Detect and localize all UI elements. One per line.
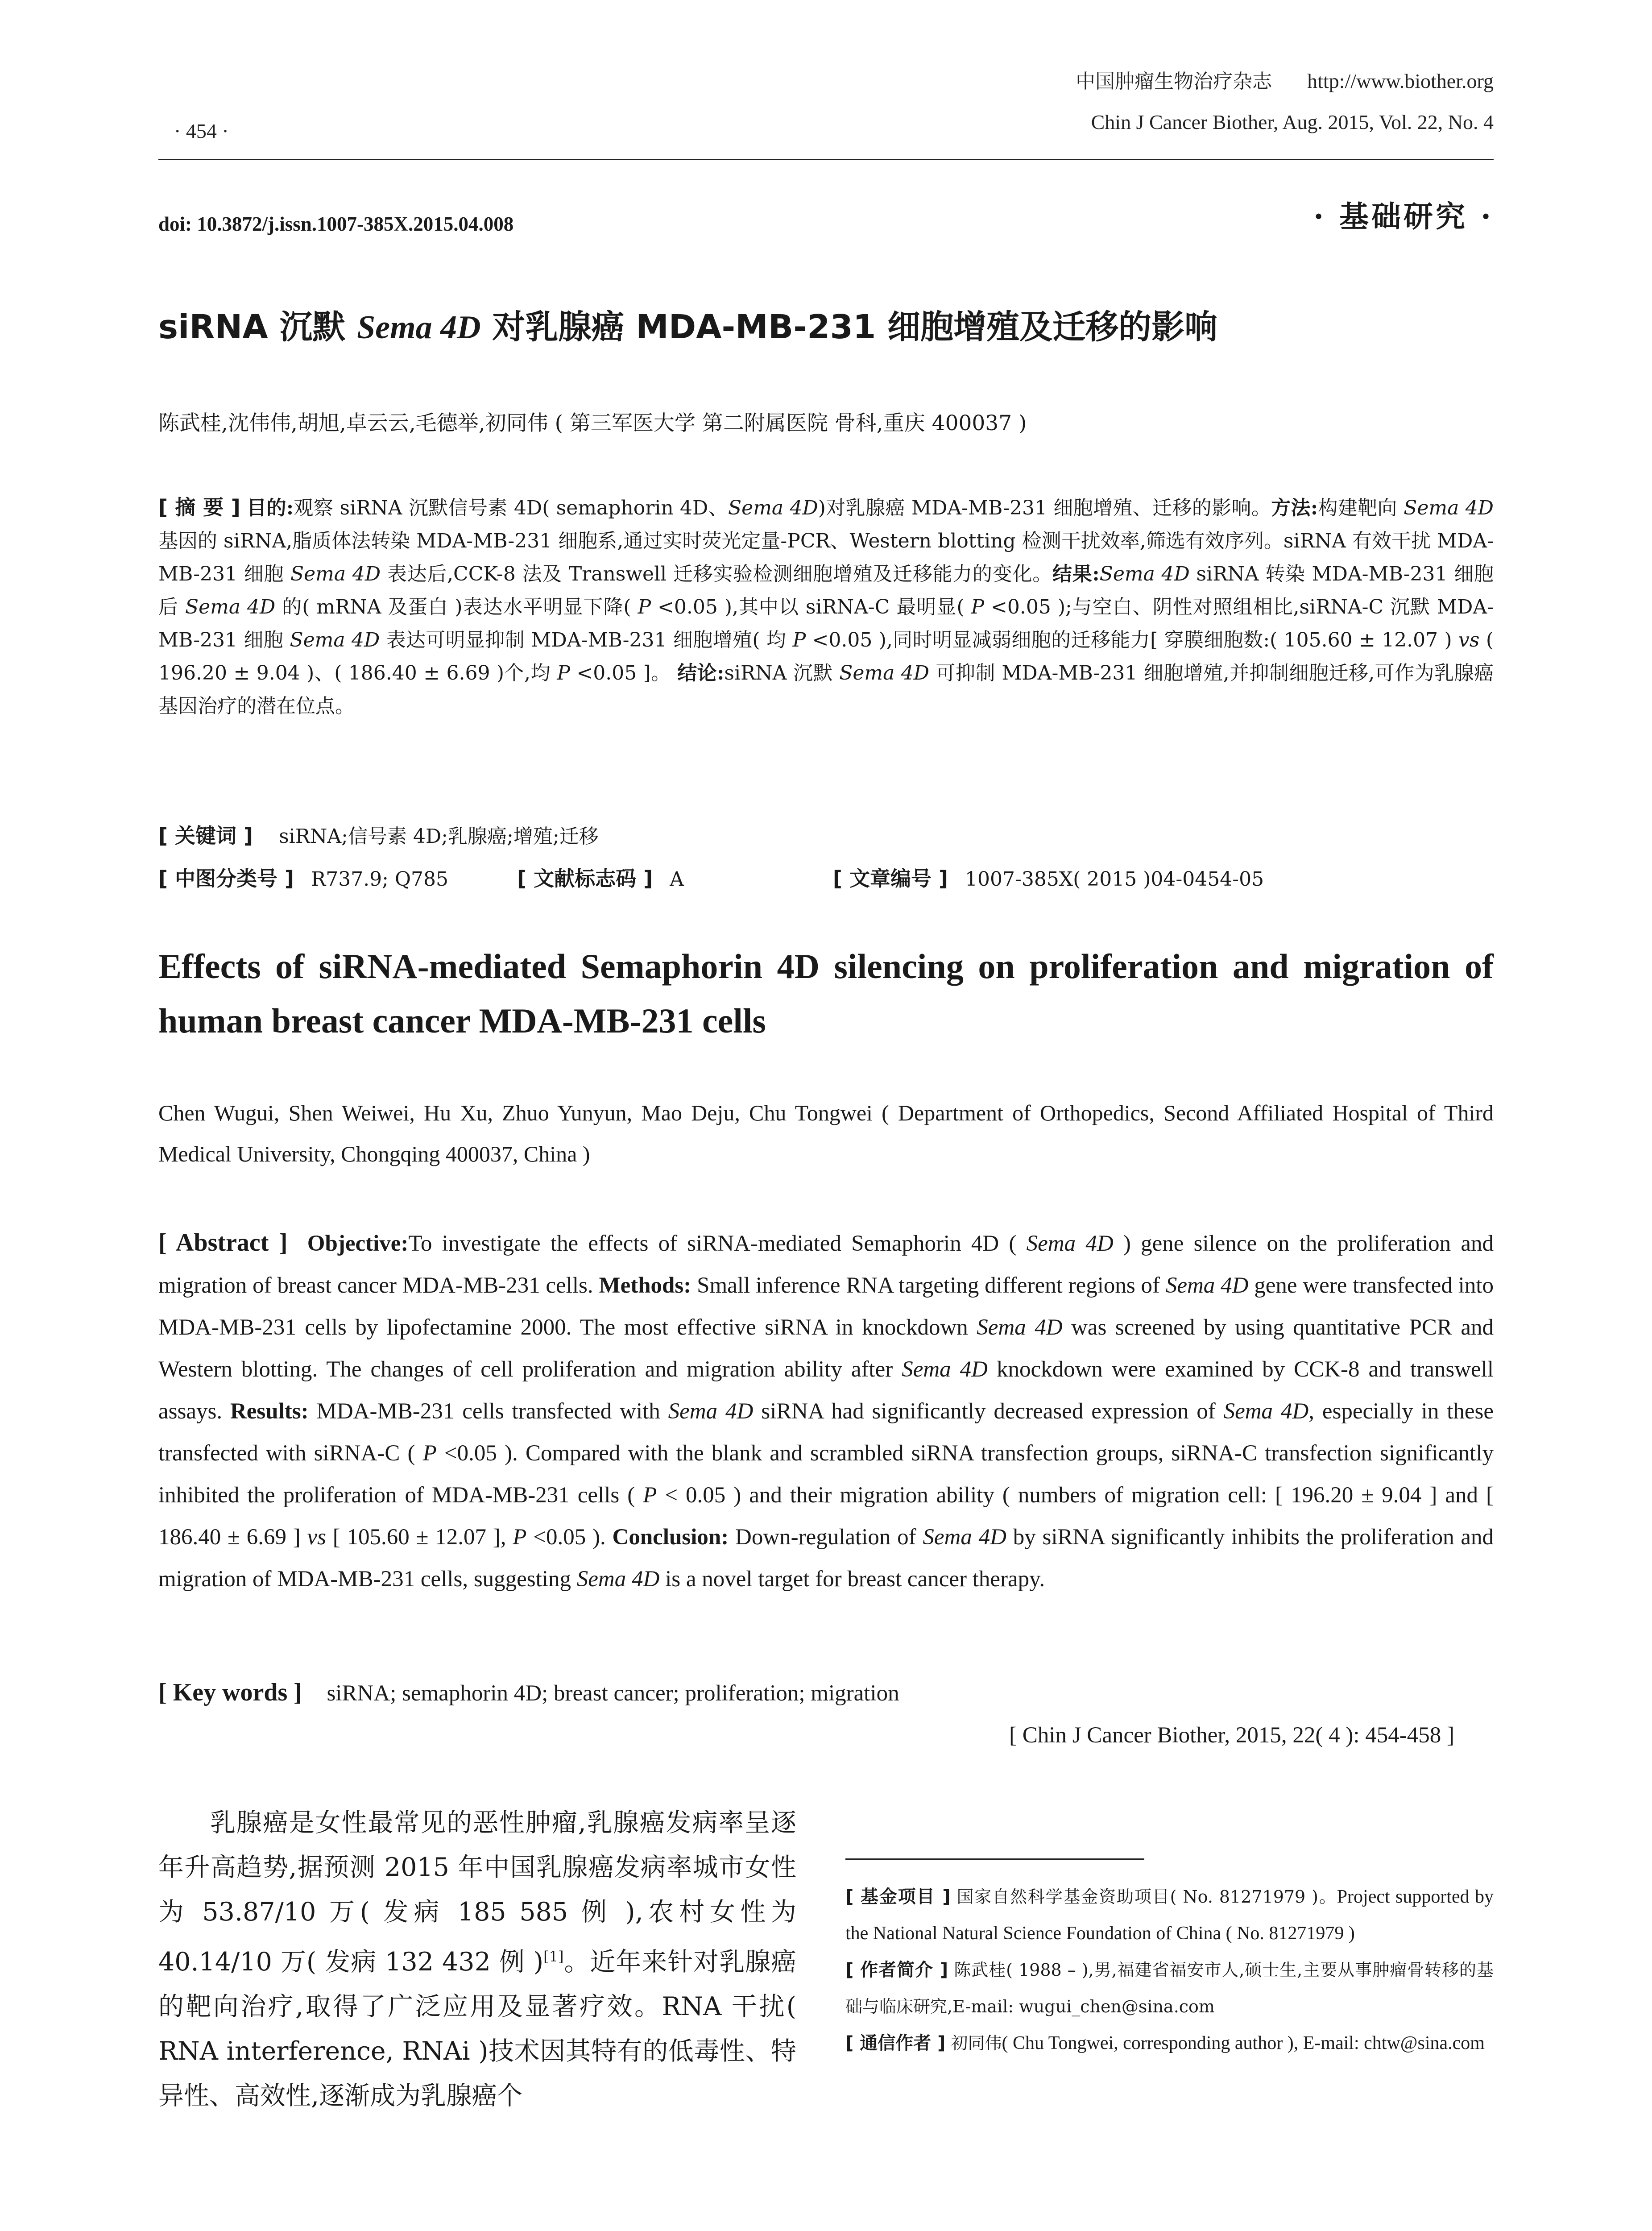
results-en-d: <0.05 ). Compared with the blank and scrambled siRNA transfection groups, siRNA-C transfection significantly inhibited the proliferation of MDA-MB-231 cells ( bbox=[158, 1441, 1494, 1508]
gene-term: Sema 4D bbox=[902, 1357, 988, 1382]
gene-term: Sema 4D bbox=[1404, 497, 1494, 519]
results-cn-e: <0.05 );与空白、阴性对照组相比,siRNA-C 沉默 MDA-MB-231 细胞 bbox=[158, 596, 1494, 651]
authors-cn: 陈武桂,沈伟伟,胡旭,卓云云,毛德举,初同伟 ( 第三军医大学 第二附属医院 骨科,重庆 400037 ) bbox=[158, 411, 1027, 435]
objective-label-cn: 目的: bbox=[247, 497, 294, 519]
conclusion-cn-a: siRNA 沉默 bbox=[724, 662, 840, 684]
abstract-en bbox=[158, 1222, 1494, 1600]
vs-term: vs bbox=[1458, 629, 1480, 651]
results-cn-d: <0.05 ),其中以 siRNA-C 最明显( bbox=[651, 596, 971, 618]
results-en-b: siRNA had significantly decreased expression of bbox=[753, 1399, 1224, 1424]
gene-term: Sema 4D bbox=[1223, 1399, 1309, 1424]
p-value-symbol: P bbox=[971, 596, 985, 618]
journal-name-cn: 中国肿瘤生物治疗杂志 bbox=[1076, 70, 1272, 93]
gene-term: Sema 4D bbox=[839, 662, 930, 684]
methods-cn-b: 基因的 siRNA,脂质体法转染 MDA-MB-231 细胞系,通过实时荧光定量-PCR、Western blotting 检测干扰效率,筛选有效序列。siRNA 有效干扰 MDA-MB-231 细胞 bbox=[158, 530, 1494, 585]
funding-label: [ 基金项目 ] bbox=[845, 1887, 951, 1907]
article-number-label: [ 文章编号 ] bbox=[832, 867, 948, 891]
results-cn-g: <0.05 ),同时明显减弱细胞的迁移能力[ 穿膜细胞数:( 105.60 ± 12.07 ) bbox=[806, 629, 1459, 651]
clc-label: [ 中图分类号 ] bbox=[158, 867, 294, 891]
gene-term: Sema 4D bbox=[977, 1315, 1063, 1340]
gene-term: Sema 4D bbox=[576, 1567, 660, 1592]
title-cn bbox=[158, 303, 1494, 352]
keywords-cn-text: siRNA;信号素 4D;乳腺癌;增殖;迁移 bbox=[279, 825, 599, 848]
objective-label-en: Objective: bbox=[307, 1231, 409, 1256]
page-number: · 454 · bbox=[174, 120, 229, 142]
p-value-symbol: P bbox=[557, 662, 570, 684]
objective-en-a: To investigate the effects of siRNA-mediated Semaphorin 4D ( bbox=[408, 1231, 1027, 1256]
doc-code-label: [ 文献标志码 ] bbox=[517, 867, 653, 891]
conclusion-cn-b: 可抑制 MDA-MB-231 细胞增殖,并抑制细胞迁移,可作为乳腺癌基因治疗的潜在位点。 bbox=[158, 662, 1494, 717]
body-text bbox=[158, 1800, 796, 2118]
p-value-symbol: P bbox=[638, 596, 651, 618]
p-value-symbol: P bbox=[643, 1483, 657, 1508]
gene-term: Sema 4D bbox=[1099, 563, 1190, 585]
abstract-en-label: [ Abstract ] bbox=[158, 1229, 288, 1256]
vs-term: vs bbox=[307, 1525, 326, 1550]
results-cn-i: <0.05 ]。 bbox=[570, 662, 671, 684]
running-header-journal bbox=[669, 67, 1494, 96]
title-cn-gene: Sema 4D bbox=[357, 309, 481, 346]
results-en-c: , especially in these transfected with siRNA-C ( bbox=[158, 1399, 1494, 1466]
keywords-cn bbox=[158, 819, 1494, 853]
methods-en-a: Small inference RNA targeting different regions of bbox=[697, 1273, 1166, 1298]
results-cn-b: siRNA 转染 MDA-MB-231 细胞后 bbox=[158, 563, 1494, 618]
results-label-en: Results: bbox=[230, 1399, 309, 1424]
results-en-e: < 0.05 ) and their migration ability ( numbers of migration cell: [ 196.20 ± 9.04 ] and [ 186.40 ± 6.69 ] bbox=[158, 1483, 1494, 1550]
gene-term: Sema 4D bbox=[185, 596, 276, 618]
objective-en-b: ) gene silence on the proliferation and migration of breast cancer MDA-MB-231 cells. bbox=[158, 1231, 1494, 1298]
footnotes bbox=[845, 1879, 1494, 2061]
footnote-rule bbox=[845, 1858, 1144, 1860]
title-cn-pre: siRNA 沉默 bbox=[158, 308, 357, 346]
citation: [ Chin J Cancer Biother, 2015, 22( 4 ): 454-458 ] bbox=[1009, 1723, 1454, 1748]
methods-label-cn: 方法: bbox=[1271, 497, 1318, 519]
correspondence-cn: 初同伟 bbox=[951, 2033, 1002, 2053]
abstract-cn bbox=[158, 491, 1494, 723]
body-paragraph-a: 乳腺癌是女性最常见的恶性肿瘤,乳腺癌发病率呈逐年升高趋势,据预测 2015 年中国乳腺癌发病率城市女性为 53.87/10 万( 发病 185 585 例 ),农村女性为 40.14/10 万( 发病 132 432 例 ) bbox=[158, 1808, 796, 1977]
section-label: · 基础研究 · bbox=[1313, 199, 1494, 234]
funding-cn: 国家自然科学基金资助项目( No. 81271979 )。 bbox=[956, 1887, 1337, 1907]
keywords-cn-label: [ 关键词 ] bbox=[158, 824, 253, 848]
methods-label-en: Methods: bbox=[599, 1273, 691, 1298]
keywords-en bbox=[158, 1671, 1494, 1714]
abstract-cn-label: [ 摘 要 ] bbox=[158, 495, 240, 519]
results-en-g: <0.05 ). bbox=[526, 1525, 606, 1550]
gene-term: Sema 4D bbox=[728, 497, 818, 519]
methods-en-d: knockdown were examined by CCK-8 and transwell assays. bbox=[158, 1357, 1494, 1424]
correspondence-label: [ 通信作者 ] bbox=[845, 2033, 946, 2053]
methods-en-b: gene were transfected into MDA-MB-231 cells by lipofectamine 2000. The most effective siRNA in knockdown bbox=[158, 1273, 1494, 1340]
p-value-symbol: P bbox=[792, 629, 806, 651]
keywords-en-label: [ Key words ] bbox=[158, 1679, 302, 1706]
conclusion-en-b: by siRNA significantly inhibits the proliferation and migration of MDA-MB-231 cells, suggesting bbox=[158, 1525, 1494, 1592]
gene-term: Sema 4D bbox=[1026, 1231, 1114, 1256]
gene-term: Sema 4D bbox=[290, 563, 381, 585]
doi: doi: 10.3872/j.issn.1007-385X.2015.04.008 bbox=[158, 213, 514, 235]
funding-en: Project supported by the National Natural Science Foundation of China ( No. 81271979 ) bbox=[845, 1887, 1494, 1944]
author-note bbox=[845, 1952, 1494, 2025]
gene-term: Sema 4D bbox=[1165, 1273, 1249, 1298]
correspondence-note bbox=[845, 2025, 1494, 2061]
methods-en-c: was screened by using quantitative PCR and Western blotting. The changes of cell proliferation and migration ability after bbox=[158, 1315, 1494, 1382]
results-en-f: [ 105.60 ± 12.07 ], bbox=[326, 1525, 513, 1550]
conclusion-en-a: Down-regulation of bbox=[735, 1525, 923, 1550]
results-cn-h: ( 196.20 ± 9.04 )、( 186.40 ± 6.69 )个,均 bbox=[158, 629, 1494, 684]
title-en: Effects of siRNA-mediated Semaphorin 4D silencing on proliferation and migration of human breast cancer MDA-MB-231 cells bbox=[158, 947, 1494, 1040]
body-paragraph-b: 。近年来针对乳腺癌的靶向治疗,取得了广泛应用及显著疗效。RNA 干扰( RNA interference, RNAi )技术因其特有的低毒性、特异性、高效性,逐渐成为乳腺癌个 bbox=[158, 1947, 796, 2111]
article-number-value: 1007-385X( 2015 )04-0454-05 bbox=[965, 868, 1264, 891]
doc-code-value: A bbox=[670, 868, 684, 891]
p-value-symbol: P bbox=[513, 1525, 527, 1550]
title-cn-post: 对乳腺癌 MDA-MB-231 细胞增殖及迁移的影响 bbox=[480, 308, 1218, 346]
methods-cn-c: 表达后,CCK-8 法及 Transwell 迁移实验检测细胞增殖及迁移能力的变化。 bbox=[381, 563, 1052, 585]
gene-term: Sema 4D bbox=[923, 1525, 1006, 1550]
results-en-a: MDA-MB-231 cells transfected with bbox=[316, 1399, 668, 1424]
funding-note bbox=[845, 1879, 1494, 1952]
results-cn-c: 的( mRNA 及蛋白 )表达水平明显下降( bbox=[275, 596, 638, 618]
classification-line bbox=[158, 862, 1494, 896]
header-rule bbox=[158, 159, 1494, 160]
conclusion-label-en: Conclusion: bbox=[612, 1525, 729, 1550]
correspondence-en: ( Chu Tongwei, corresponding author ), E-mail: chtw@sina.com bbox=[1002, 2033, 1485, 2053]
author-bio-text: 陈武桂( 1988 – ),男,福建省福安市人,硕士生,主要从事肿瘤骨转移的基础与临床研究,E-mail: wugui_chen@sina.com bbox=[845, 1960, 1494, 2016]
results-cn-f: 表达可明显抑制 MDA-MB-231 细胞增殖( 均 bbox=[380, 629, 793, 651]
clc-value: R737.9; Q785 bbox=[311, 868, 449, 891]
journal-issue-en: Chin J Cancer Biother, Aug. 2015, Vol. 22, No. 4 bbox=[1091, 111, 1494, 133]
p-value-symbol: P bbox=[422, 1441, 437, 1466]
gene-term: Sema 4D bbox=[668, 1399, 754, 1424]
conclusion-label-cn: 结论: bbox=[677, 662, 725, 684]
objective-cn-a: 观察 siRNA 沉默信号素 4D( semaphorin 4D、 bbox=[294, 497, 729, 519]
keywords-en-text: siRNA; semaphorin 4D; breast cancer; proliferation; migration bbox=[327, 1681, 899, 1706]
journal-url: http://www.biother.org bbox=[1307, 70, 1494, 92]
methods-cn-a: 构建靶向 bbox=[1318, 497, 1404, 519]
reference-marker: [1] bbox=[543, 1948, 564, 1965]
gene-term: Sema 4D bbox=[290, 629, 380, 651]
results-label-cn: 结果: bbox=[1052, 563, 1100, 585]
conclusion-en-c: is a novel target for breast cancer therapy. bbox=[659, 1567, 1045, 1592]
author-bio-label: [ 作者简介 ] bbox=[845, 1960, 948, 1980]
authors-en: Chen Wugui, Shen Weiwei, Hu Xu, Zhuo Yunyun, Mao Deju, Chu Tongwei ( Department of Orthopedics, Second Affiliated Hospital of Third Medical University, Chongqing 400037, China ) bbox=[158, 1100, 1494, 1166]
objective-cn-b: )对乳腺癌 MDA-MB-231 细胞增殖、迁移的影响。 bbox=[818, 497, 1271, 519]
